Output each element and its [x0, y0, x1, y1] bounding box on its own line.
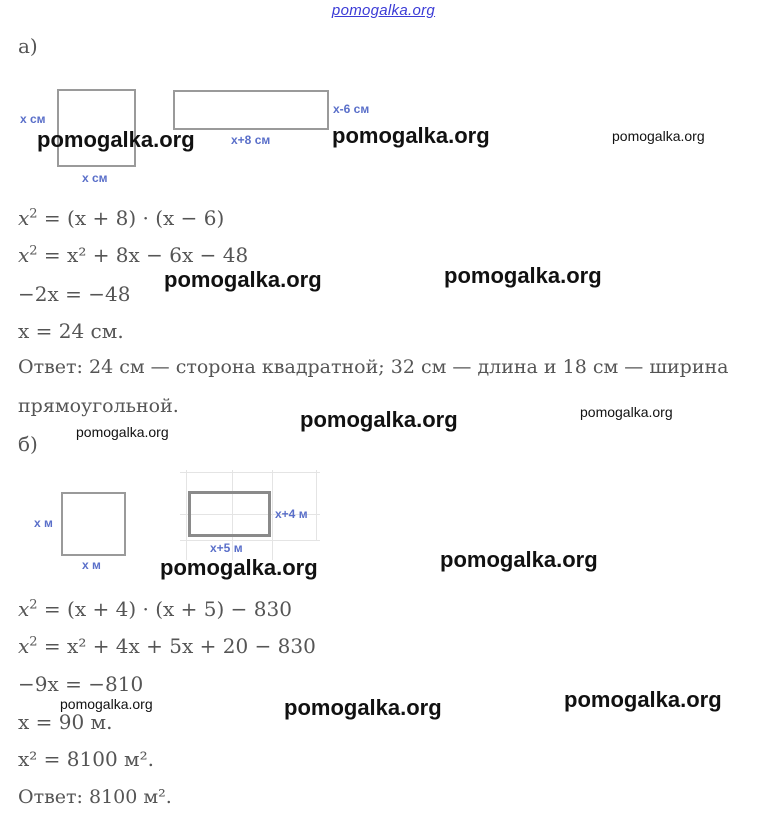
part-b-eq3: −9x = −810 [18, 672, 144, 696]
part-b-eq1: $x^2 = (x + 4) \cdot (x + 5) - 830$ [18, 597, 292, 621]
watermark: pomogalka.org [564, 687, 722, 712]
part-b-square-bottom-label: x м [82, 558, 101, 572]
part-b-label: б) [18, 432, 38, 456]
watermark: pomogalka.org [60, 696, 153, 712]
part-b-eq2: $x^2 = x^2 + 4x + 5x + 20 - 830$ [18, 634, 316, 658]
part-a-rectangle [173, 90, 329, 130]
header-watermark: pomogalka.org [331, 2, 436, 19]
part-a-answer-line1: Ответ: 24 см — сторона квадратной; 32 см — длина и 18 см — ширина [18, 356, 729, 378]
part-b-answer: Ответ: 8100 м². [18, 786, 172, 808]
part-a-rect-width-label: x+8 см [231, 133, 271, 147]
watermark: pomogalka.org [300, 407, 458, 432]
part-b-rect-width-label: x+5 м [210, 541, 243, 555]
part-a-eq2: $x^2 = x^2 + 8x - 6x - 48$ [18, 243, 249, 267]
watermark: pomogalka.org [37, 127, 195, 152]
part-a-square-side-label: x см [20, 112, 46, 126]
grid-line [180, 472, 320, 473]
watermark: pomogalka.org [164, 267, 322, 292]
grid-line [316, 470, 317, 540]
watermark: pomogalka.org [580, 404, 673, 420]
watermark: pomogalka.org [284, 695, 442, 720]
part-b-square-side-label: x м [34, 516, 53, 530]
part-a-eq1: $x^2 = (x + 8) \cdot (x - 6)$ [18, 206, 225, 230]
grid-line [186, 470, 187, 560]
part-a-answer-line2: прямоугольной. [18, 395, 179, 417]
part-a-rect-height-label: x-6 см [333, 102, 370, 116]
part-b-square [61, 492, 126, 556]
watermark: pomogalka.org [332, 123, 490, 148]
part-b-eq5: x² = 8100 м². [18, 747, 154, 771]
part-b-rectangle [188, 491, 271, 537]
grid-line [272, 470, 273, 560]
part-b-rect-height-label: x+4 м [275, 507, 308, 521]
watermark: pomogalka.org [612, 128, 705, 144]
watermark: pomogalka.org [160, 555, 318, 580]
part-a-eq3: −2x = −48 [18, 282, 131, 306]
watermark: pomogalka.org [444, 263, 602, 288]
part-a-label: а) [18, 34, 38, 58]
grid-line [180, 540, 320, 541]
watermark: pomogalka.org [76, 424, 169, 440]
part-a-eq4: x = 24 см. [18, 319, 124, 343]
watermark: pomogalka.org [440, 547, 598, 572]
part-b-eq4: x = 90 м. [18, 710, 113, 734]
part-a-square-bottom-label: x см [82, 171, 108, 185]
